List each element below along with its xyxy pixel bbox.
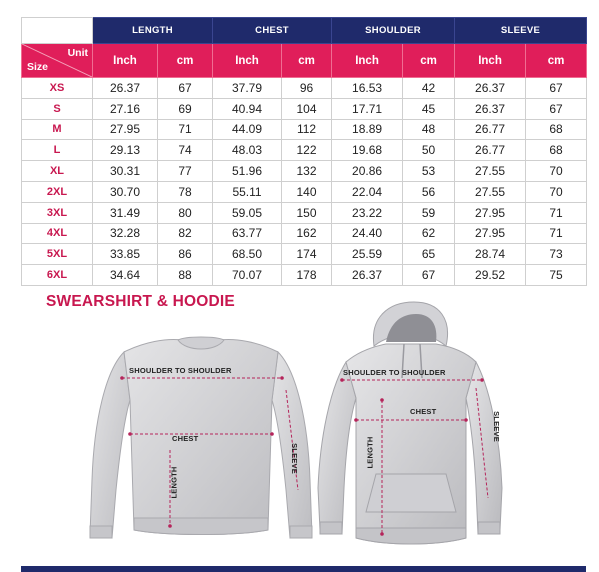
size-row xyxy=(22,140,587,161)
sweatshirt-length-label: LENGTH xyxy=(169,466,179,499)
size-row xyxy=(22,119,587,140)
sweatshirt-figure xyxy=(86,330,316,550)
measurement-cell: 70 xyxy=(526,181,587,202)
size-row xyxy=(22,265,587,286)
measurement-cell: 26.77 xyxy=(455,140,526,161)
measurement-cell: 78 xyxy=(158,181,213,202)
size-row xyxy=(22,223,587,244)
hoodie-figure xyxy=(316,298,506,554)
measurement-cell: 51.96 xyxy=(213,161,282,182)
measurement-cell: 69 xyxy=(158,98,213,119)
measurement-cell: 74 xyxy=(158,140,213,161)
measurement-cell: 55.11 xyxy=(213,181,282,202)
measurement-cell: 56 xyxy=(403,181,455,202)
measurement-group-row xyxy=(22,18,587,44)
measurement-cell: 44.09 xyxy=(213,119,282,140)
footer-bar xyxy=(21,566,586,572)
size-row xyxy=(22,161,587,182)
measurement-cell: 77 xyxy=(158,161,213,182)
measurement-cell: 29.52 xyxy=(455,265,526,286)
measurement-cell: 67 xyxy=(403,265,455,286)
sweatshirt-chest-label: CHEST xyxy=(172,434,199,443)
measurement-cell: 37.79 xyxy=(213,78,282,99)
size-label: Size xyxy=(27,61,49,73)
corner-spacer xyxy=(22,18,93,44)
measurement-cell: 67 xyxy=(526,78,587,99)
measurement-cell: 29.13 xyxy=(93,140,158,161)
measurement-cell: 67 xyxy=(158,78,213,99)
measurement-cell: 23.22 xyxy=(332,202,403,223)
measurement-cell: 62 xyxy=(403,223,455,244)
measurement-cell: 50 xyxy=(403,140,455,161)
size-cell: XL xyxy=(22,161,93,182)
hoodie-illustration xyxy=(316,298,506,554)
measurement-cell: 27.95 xyxy=(455,202,526,223)
size-cell: 2XL xyxy=(22,181,93,202)
measurement-cell: 31.49 xyxy=(93,202,158,223)
size-cell: 4XL xyxy=(22,223,93,244)
measurement-cell: 70.07 xyxy=(213,265,282,286)
sweatshirt-illustration xyxy=(86,330,316,550)
size-row xyxy=(22,78,587,99)
measurement-cell: 26.37 xyxy=(332,265,403,286)
measurement-cell: 80 xyxy=(158,202,213,223)
unit-header: Inch xyxy=(332,44,403,78)
size-row xyxy=(22,244,587,265)
measurement-cell: 68 xyxy=(526,119,587,140)
size-cell: 6XL xyxy=(22,265,93,286)
measurement-cell: 20.86 xyxy=(332,161,403,182)
measurement-cell: 42 xyxy=(403,78,455,99)
unit-header: cm xyxy=(282,44,332,78)
measurement-cell: 67 xyxy=(526,98,587,119)
size-cell: L xyxy=(22,140,93,161)
measurement-cell: 96 xyxy=(282,78,332,99)
unit-header: Inch xyxy=(455,44,526,78)
measurement-cell: 27.16 xyxy=(93,98,158,119)
measurement-cell: 65 xyxy=(403,244,455,265)
measurement-cell: 71 xyxy=(526,202,587,223)
measurement-cell: 112 xyxy=(282,119,332,140)
measurement-cell: 32.28 xyxy=(93,223,158,244)
measurement-cell: 25.59 xyxy=(332,244,403,265)
size-cell: 3XL xyxy=(22,202,93,223)
measurement-cell: 71 xyxy=(158,119,213,140)
size-cell: M xyxy=(22,119,93,140)
measurement-cell: 19.68 xyxy=(332,140,403,161)
measurement-cell: 34.64 xyxy=(93,265,158,286)
measurement-cell: 22.04 xyxy=(332,181,403,202)
measurement-cell: 26.37 xyxy=(455,78,526,99)
unit-row xyxy=(22,44,587,78)
unit-header: cm xyxy=(526,44,587,78)
measurement-cell: 70 xyxy=(526,161,587,182)
measurement-cell: 63.77 xyxy=(213,223,282,244)
measurement-cell: 53 xyxy=(403,161,455,182)
measurement-cell: 26.37 xyxy=(455,98,526,119)
group-header-chest: CHEST xyxy=(213,18,332,44)
measurement-cell: 132 xyxy=(282,161,332,182)
measurement-cell: 40.94 xyxy=(213,98,282,119)
unit-header: Inch xyxy=(213,44,282,78)
measurement-cell: 27.95 xyxy=(93,119,158,140)
measurement-cell: 68 xyxy=(526,140,587,161)
measurement-cell: 28.74 xyxy=(455,244,526,265)
measurement-cell: 24.40 xyxy=(332,223,403,244)
unit-header: cm xyxy=(158,44,213,78)
group-header-sleeve: SLEEVE xyxy=(455,18,587,44)
measurement-cell: 30.31 xyxy=(93,161,158,182)
measurement-cell: 26.77 xyxy=(455,119,526,140)
unit-header: cm xyxy=(403,44,455,78)
measurement-cell: 68.50 xyxy=(213,244,282,265)
size-cell: 5XL xyxy=(22,244,93,265)
measurement-cell: 26.37 xyxy=(93,78,158,99)
measurement-cell: 33.85 xyxy=(93,244,158,265)
size-row xyxy=(22,202,587,223)
sweatshirt-shoulder-label: SHOULDER TO SHOULDER xyxy=(129,366,232,375)
size-unit-corner xyxy=(22,44,93,78)
measurement-cell: 71 xyxy=(526,223,587,244)
measurement-cell: 18.89 xyxy=(332,119,403,140)
size-table-body xyxy=(22,78,587,286)
size-chart-table xyxy=(21,17,587,286)
measurement-cell: 59.05 xyxy=(213,202,282,223)
measurement-cell: 73 xyxy=(526,244,587,265)
unit-header: Inch xyxy=(93,44,158,78)
measurement-cell: 16.53 xyxy=(332,78,403,99)
measurement-cell: 86 xyxy=(158,244,213,265)
measurement-cell: 17.71 xyxy=(332,98,403,119)
section-title: SWEARSHIRT & HOODIE xyxy=(46,293,235,310)
measurement-cell: 162 xyxy=(282,223,332,244)
measurement-cell: 104 xyxy=(282,98,332,119)
measurement-cell: 178 xyxy=(282,265,332,286)
hoodie-shoulder-label: SHOULDER TO SHOULDER xyxy=(343,368,446,377)
hoodie-length-label: LENGTH xyxy=(365,436,375,469)
measurement-cell: 48 xyxy=(403,119,455,140)
hoodie-chest-label: CHEST xyxy=(410,407,437,416)
unit-label: Unit xyxy=(67,47,88,59)
measurement-cell: 75 xyxy=(526,265,587,286)
sweatshirt-sleeve-label: SLEEVE xyxy=(289,443,299,474)
measurement-cell: 30.70 xyxy=(93,181,158,202)
size-row xyxy=(22,181,587,202)
measurement-cell: 122 xyxy=(282,140,332,161)
measurement-cell: 82 xyxy=(158,223,213,244)
group-header-length: LENGTH xyxy=(93,18,213,44)
measurement-cell: 59 xyxy=(403,202,455,223)
measurement-cell: 174 xyxy=(282,244,332,265)
measurement-cell: 140 xyxy=(282,181,332,202)
hoodie-sleeve-label: SLEEVE xyxy=(491,411,501,442)
size-row xyxy=(22,98,587,119)
measurement-cell: 27.55 xyxy=(455,181,526,202)
measurement-cell: 88 xyxy=(158,265,213,286)
measurement-cell: 45 xyxy=(403,98,455,119)
size-cell: S xyxy=(22,98,93,119)
measurement-cell: 27.95 xyxy=(455,223,526,244)
measurement-cell: 48.03 xyxy=(213,140,282,161)
group-header-shoulder: SHOULDER xyxy=(332,18,455,44)
measurement-cell: 27.55 xyxy=(455,161,526,182)
measurement-cell: 150 xyxy=(282,202,332,223)
size-cell: XS xyxy=(22,78,93,99)
